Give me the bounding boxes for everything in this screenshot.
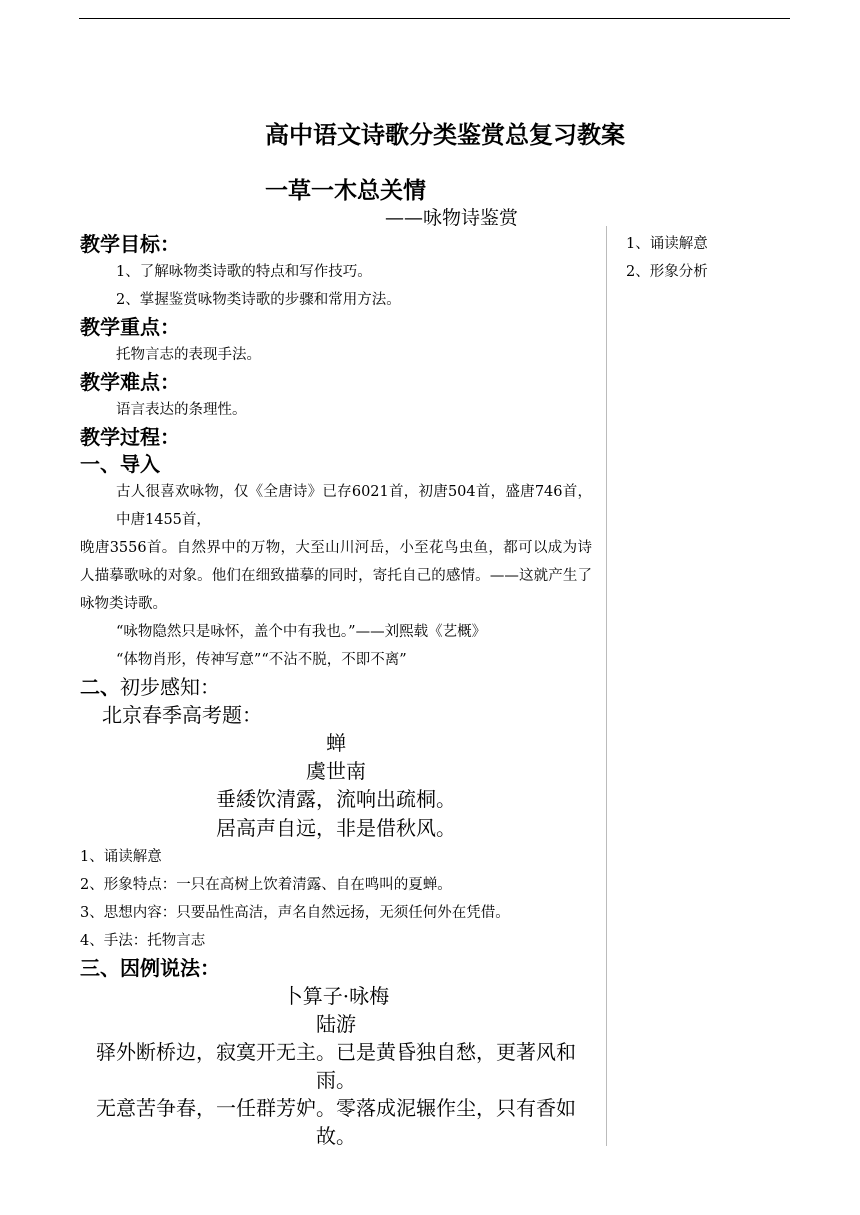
perception-note: 2、形象特点：一只在高树上饮着清露、自在鸣叫的夏蝉。 [80, 877, 452, 893]
perception-note: 1、诵读解意 [80, 849, 162, 865]
perception-heading-text: 初步感知： [120, 675, 220, 699]
exam-label: 北京春季高考题： [102, 703, 262, 727]
perception-heading [80, 674, 592, 701]
poem-author-lu: 陆游 [316, 1012, 356, 1036]
poem-title-plum: 卜算子·咏梅 [282, 984, 390, 1008]
perception-heading-number: 二、 [80, 675, 120, 699]
difficulty-heading: 教学难点： [80, 370, 180, 394]
perception-note: 3、思想内容：只要品性高洁，声名自然远扬，无须任何外在凭借。 [80, 905, 510, 921]
objectives-heading: 教学目标： [80, 232, 180, 256]
column-divider [606, 226, 607, 1146]
intro-quote-1: “咏物隐然只是咏怀，盖个中有我也。”——刘熙载《艺概》 [116, 624, 487, 640]
lesson-title: 一草一木总关情 [265, 177, 426, 204]
margin-note: 2、形象分析 [626, 264, 708, 280]
objective-item: 2、掌握鉴赏咏物类诗歌的步骤和常用方法。 [116, 292, 401, 308]
perception-note: 4、手法：托物言志 [80, 933, 206, 949]
intro-paragraph-2: 晚唐3556首。自然界中的万物，大至山川河岳，小至花鸟虫鱼，都可以成为诗人描摹歌咏的对象。他们在细致描摹的同时，寄托自己的感情。——这就产生了咏物类诗歌。 [80, 540, 592, 612]
margin-note: 1、诵读解意 [626, 236, 708, 252]
intro-paragraph-1: 古人很喜欢咏物，仅《全唐诗》已存6021首，初唐504首，盛唐746首，中唐1455首， [116, 484, 592, 528]
key-point-heading: 教学重点： [80, 315, 180, 339]
main-content [80, 231, 592, 1150]
intro-quote-2: “体物肖形，传神写意”“不沾不脱，不即不离” [116, 652, 407, 668]
intro-heading: 一、导入 [80, 452, 160, 476]
top-rule [79, 18, 790, 19]
margin-notes [626, 230, 708, 286]
document-title: 高中语文诗歌分类鉴赏总复习教案 [265, 120, 625, 149]
poem-line: 居高声自远，非是借秋风。 [216, 816, 456, 840]
process-heading: 教学过程： [80, 425, 180, 449]
poem-stanza-2: 无意苦争春，一任群芳妒。零落成泥辗作尘，只有香如故。 [96, 1096, 576, 1148]
lesson-subtitle: ——咏物诗鉴赏 [385, 207, 519, 229]
key-point-text: 托物言志的表现手法。 [116, 347, 261, 363]
difficulty-text: 语言表达的条理性。 [116, 402, 247, 418]
example-heading: 三、因例说法： [80, 956, 220, 980]
poem-author-yu: 虞世南 [306, 759, 366, 783]
objective-item: 1、了解咏物类诗歌的特点和写作技巧。 [116, 264, 372, 280]
poem-stanza-1: 驿外断桥边，寂寞开无主。已是黄昏独自愁，更著风和雨。 [96, 1040, 576, 1092]
poem-title-cicada: 蝉 [326, 731, 346, 755]
poem-line: 垂緌饮清露，流响出疏桐。 [216, 787, 456, 811]
